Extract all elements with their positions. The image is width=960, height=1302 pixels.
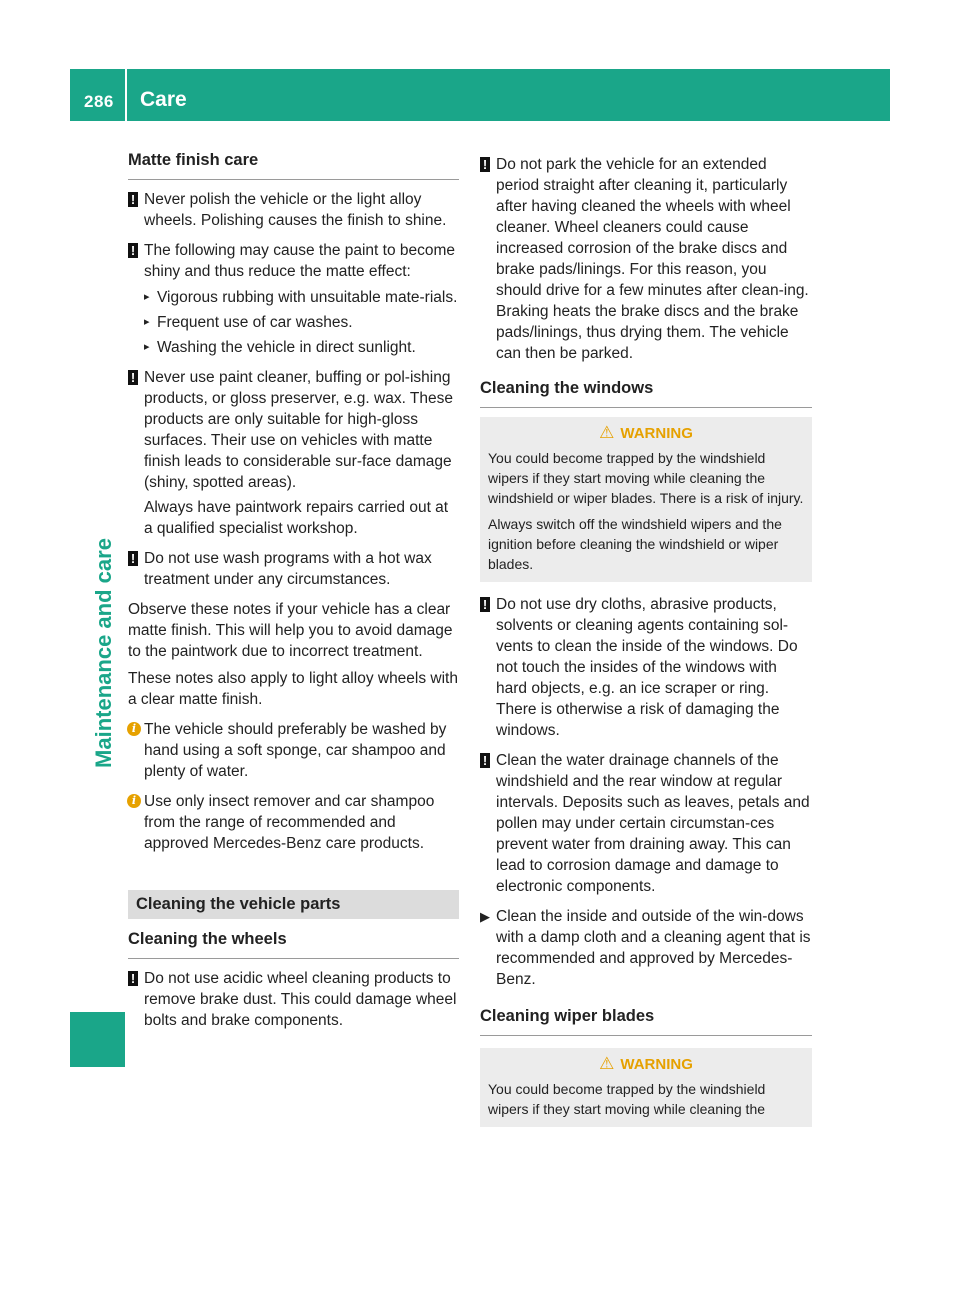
action-text: Clean the inside and outside of the win-dows with a damp cloth and a cleaning agent that is recommended and approved by Mercedes-Benz.	[496, 908, 811, 988]
matte-finish-heading: Matte finish care	[128, 150, 459, 180]
section-heading: Cleaning the vehicle parts	[128, 890, 459, 919]
exclamation-icon: !	[128, 971, 138, 986]
warning-box	[480, 1048, 812, 1127]
warning-title	[488, 1054, 804, 1075]
list-item: ▸ Frequent use of car washes.	[144, 312, 459, 333]
right-column	[480, 154, 812, 1139]
notice-item	[480, 154, 812, 364]
warning-text: Always switch off the windshield wipers and the ignition before cleaning the windshield or wiper blades.	[488, 516, 782, 572]
header-divider	[125, 69, 127, 129]
page-number: 286	[84, 92, 114, 111]
body-paragraph: These notes also apply to light alloy wheels with a clear matte finish.	[128, 670, 458, 708]
notice-text: Always have paintwork repairs carried out at a qualified specialist workshop.	[144, 499, 449, 537]
bullet-list	[144, 287, 459, 358]
info-icon: i	[127, 722, 141, 736]
list-item: ▸ Washing the vehicle in direct sunlight.	[144, 337, 459, 358]
notice-item	[128, 548, 459, 590]
exclamation-icon: !	[128, 551, 138, 566]
notice-text: Clean the water drainage channels of the windshield and the rear window at regular intervals. Deposits such as leaves, petals and pollen may under certain circumstan-ces prevent water from draining away. This can lead to corrosion damage and damage to electronic components.	[496, 752, 810, 895]
notice-item	[128, 968, 459, 1031]
notice-text: The following may cause the paint to become shiny and thus reduce the matte effect:	[144, 242, 456, 280]
exclamation-icon: !	[480, 753, 490, 768]
warning-text: You could become trapped by the windshield wipers if they start moving while cleaning the	[488, 1081, 766, 1117]
notice-item	[480, 750, 812, 897]
wheels-heading: Cleaning the wheels	[128, 929, 459, 959]
action-step	[480, 906, 812, 990]
header-bar	[70, 69, 890, 121]
notice-text: Do not use acidic wheel cleaning products to remove brake dust. This could damage wheel bolts and brake components.	[144, 970, 457, 1029]
warning-triangle-icon: ⚠	[599, 423, 615, 442]
notice-text: Do not use dry cloths, abrasive products, solvents or cleaning agents containing sol-vents to clean the inside of the windows. Do not touch the insides of the windows with hard objects, e.g. an ice scraper or ring. There is otherwise a risk of damaging the windows.	[496, 596, 798, 739]
warning-label: WARNING	[620, 1056, 693, 1073]
side-tab-label: Maintenance and care	[91, 538, 116, 768]
info-item	[128, 719, 459, 782]
list-item: ▸ Vigorous rubbing with unsuitable mate-rials.	[144, 287, 459, 308]
warning-label: WARNING	[620, 425, 693, 442]
arrow-right-icon: ▶	[480, 909, 490, 924]
exclamation-icon: !	[128, 243, 138, 258]
exclamation-icon: !	[128, 192, 138, 207]
warning-text: You could become trapped by the windshield wipers if they start moving while cleaning the windshield or wiper blades. There is a risk of injury.	[488, 450, 804, 506]
info-item	[128, 791, 459, 854]
notice-text: Never polish the vehicle or the light alloy wheels. Polishing causes the finish to shine.	[144, 191, 447, 229]
notice-item	[128, 367, 459, 539]
body-paragraph: Observe these notes if your vehicle has a clear matte finish. This will help you to avoid damage to the paintwork due to incorrect treatment.	[128, 601, 453, 660]
notice-text: Do not use wash programs with a hot wax treatment under any circumstances.	[144, 550, 432, 588]
info-text: The vehicle should preferably be washed by hand using a soft sponge, car shampoo and plenty of water.	[144, 721, 447, 780]
info-icon: i	[127, 794, 141, 808]
side-tab	[86, 458, 122, 848]
notice-item	[480, 594, 812, 741]
info-text: Use only insect remover and car shampoo from the range of recommended and approved Mercedes-Benz care products.	[144, 793, 435, 852]
exclamation-icon: !	[128, 370, 138, 385]
notice-item	[128, 189, 459, 231]
exclamation-icon: !	[480, 597, 490, 612]
warning-box	[480, 417, 812, 582]
warning-triangle-icon: ⚠	[599, 1054, 615, 1073]
notice-text: Never use paint cleaner, buffing or pol-ishing products, or gloss preserver, e.g. wax. These products are only suitable for high-gloss surfaces. Their use on vehicles with matte finish leads to considerable sur-face damage (shiny, spotted areas).	[144, 369, 454, 491]
notice-item	[128, 240, 459, 358]
page-title: Care	[140, 88, 187, 111]
windows-heading: Cleaning the windows	[480, 378, 812, 408]
wiper-blades-heading: Cleaning wiper blades	[480, 1006, 812, 1036]
notice-text: Do not park the vehicle for an extended period straight after cleaning it, particularly after having cleaned the wheels with wheel cleaner. Wheel cleaners could cause increased corrosion of the brake discs and brake pads/linings. For this reason, you should drive for a few minutes after clean-ing. Braking heats the brake discs and the brake pads/linings, thus drying them. The vehicle can then be parked.	[496, 156, 809, 362]
left-column	[128, 150, 459, 1040]
side-tab-marker	[70, 1012, 125, 1067]
warning-title	[488, 423, 804, 444]
exclamation-icon: !	[480, 157, 490, 172]
